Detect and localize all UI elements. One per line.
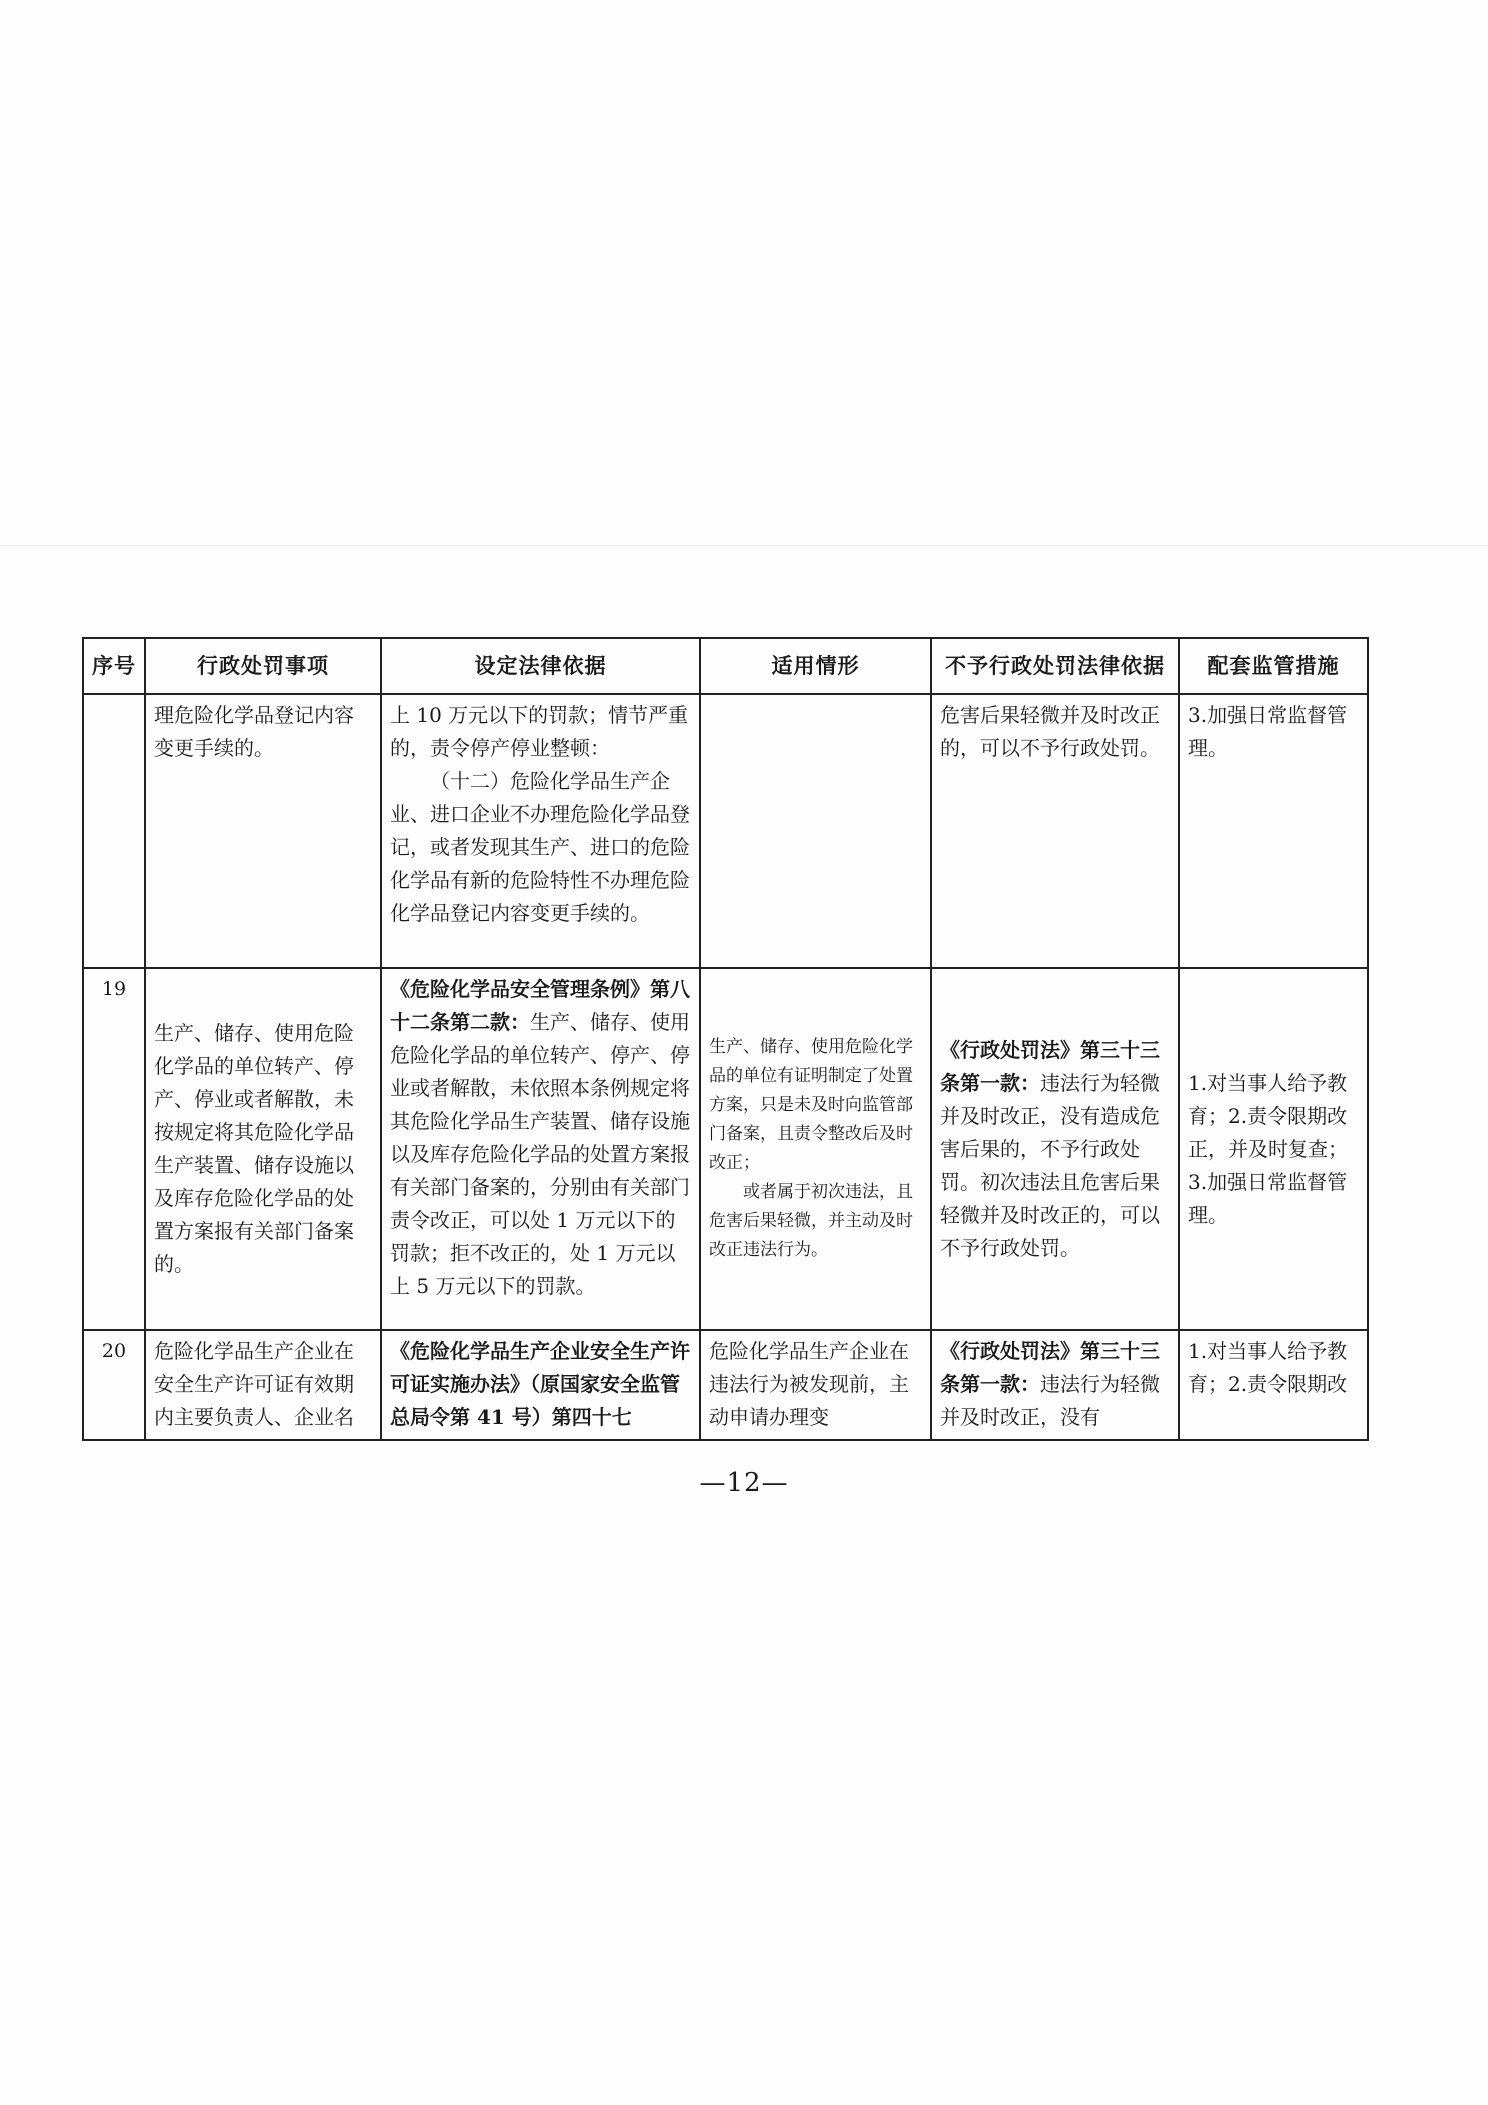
cell-measures: 3.加强日常监督管理。 xyxy=(1179,694,1368,968)
cell-seq xyxy=(83,694,145,968)
cell-basis xyxy=(381,694,700,968)
basis-text: 上 10 万元以下的罚款；情节严重的，责令停产停业整顿： xyxy=(390,703,689,760)
header-measures: 配套监管措施 xyxy=(1179,638,1368,694)
header-seq: 序号 xyxy=(83,638,145,694)
cell-situation xyxy=(700,968,931,1330)
no-penalty-text: 违法行为轻微并及时改正，没有 xyxy=(940,1372,1160,1429)
cell-measures: 1.对当事人给予教育；2.责令限期改 xyxy=(1179,1330,1368,1440)
cell-item: 理危险化学品登记内容变更手续的。 xyxy=(145,694,381,968)
cell-no-penalty xyxy=(931,968,1179,1330)
basis-text: 生产、储存、使用危险化学品的单位转产、停产、停业或者解散，未依照本条例规定将其危险化学品生产装置、储存设施以及库存危险化学品的处置方案报有关部门备案的，分别由有关部门责令改正，可以处 1 万元以下的罚款；拒不改正的，处 1 万元以上 5 万元以下的罚款。 xyxy=(390,1010,690,1298)
cell-basis xyxy=(381,1330,700,1440)
table-header-row xyxy=(83,638,1368,694)
no-penalty-lead-text: 《行政处罚法》第三十三条第一款： xyxy=(940,1037,1160,1095)
header-item: 行政处罚事项 xyxy=(145,638,381,694)
header-basis: 设定法律依据 xyxy=(381,638,700,694)
table-row xyxy=(83,968,1368,1330)
no-penalty-lead-text: 《行政处罚法》第三十三条第一款： xyxy=(940,1339,1160,1396)
basis-extra-text: （十二）危险化学品生产企业、进口企业不办理危险化学品登记，或者发现其生产、进口的危险化学品有新的危险特性不办理危险化学品登记内容变更手续的。 xyxy=(390,769,690,925)
situation-extra-text: 或者属于初次违法，且危害后果轻微，并主动及时改正违法行为。 xyxy=(709,1182,913,1260)
situation-text: 生产、储存、使用危险化学品的单位有证明制定了处置方案，只是未及时向监管部门备案，且责令整改后及时改正； xyxy=(709,1037,913,1173)
cell-seq: 20 xyxy=(83,1330,145,1440)
page-number: —12— xyxy=(699,1468,789,1498)
table-row xyxy=(83,1330,1368,1440)
cell-no-penalty xyxy=(931,1330,1179,1440)
table-row xyxy=(83,694,1368,968)
penalty-table xyxy=(82,637,1369,1441)
cell-item: 危险化学品生产企业在安全生产许可证有效期内主要负责人、企业名 xyxy=(145,1330,381,1440)
cell-situation xyxy=(700,694,931,968)
cell-item: 生产、储存、使用危险化学品的单位转产、停产、停业或者解散，未按规定将其危险化学品生产装置、储存设施以及库存危险化学品的处置方案报有关部门备案的。 xyxy=(145,968,381,1330)
header-situation: 适用情形 xyxy=(700,638,931,694)
scan-fold-line xyxy=(0,545,1488,546)
basis-lead-text: 《危险化学品生产企业安全生产许可证实施办法》（原国家安全监管总局令第 41 号）第四十七 xyxy=(390,1339,690,1429)
basis-lead-text: 《危险化学品安全管理条例》第八十二条第二款： xyxy=(390,977,690,1034)
cell-basis xyxy=(381,968,700,1330)
cell-measures: 1.对当事人给予教育；2.责令限期改正，并及时复查；3.加强日常监督管理。 xyxy=(1179,968,1368,1330)
no-penalty-text: 违法行为轻微并及时改正，没有造成危害后果的，不予行政处罚。初次违法且危害后果轻微并及时改正的，可以不予行政处罚。 xyxy=(940,1070,1160,1260)
cell-situation: 危险化学品生产企业在违法行为被发现前，主动申请办理变 xyxy=(700,1330,931,1440)
cell-seq: 19 xyxy=(83,968,145,1330)
cell-no-penalty: 危害后果轻微并及时改正的，可以不予行政处罚。 xyxy=(931,694,1179,968)
header-no-penalty-basis: 不予行政处罚法律依据 xyxy=(931,638,1179,694)
